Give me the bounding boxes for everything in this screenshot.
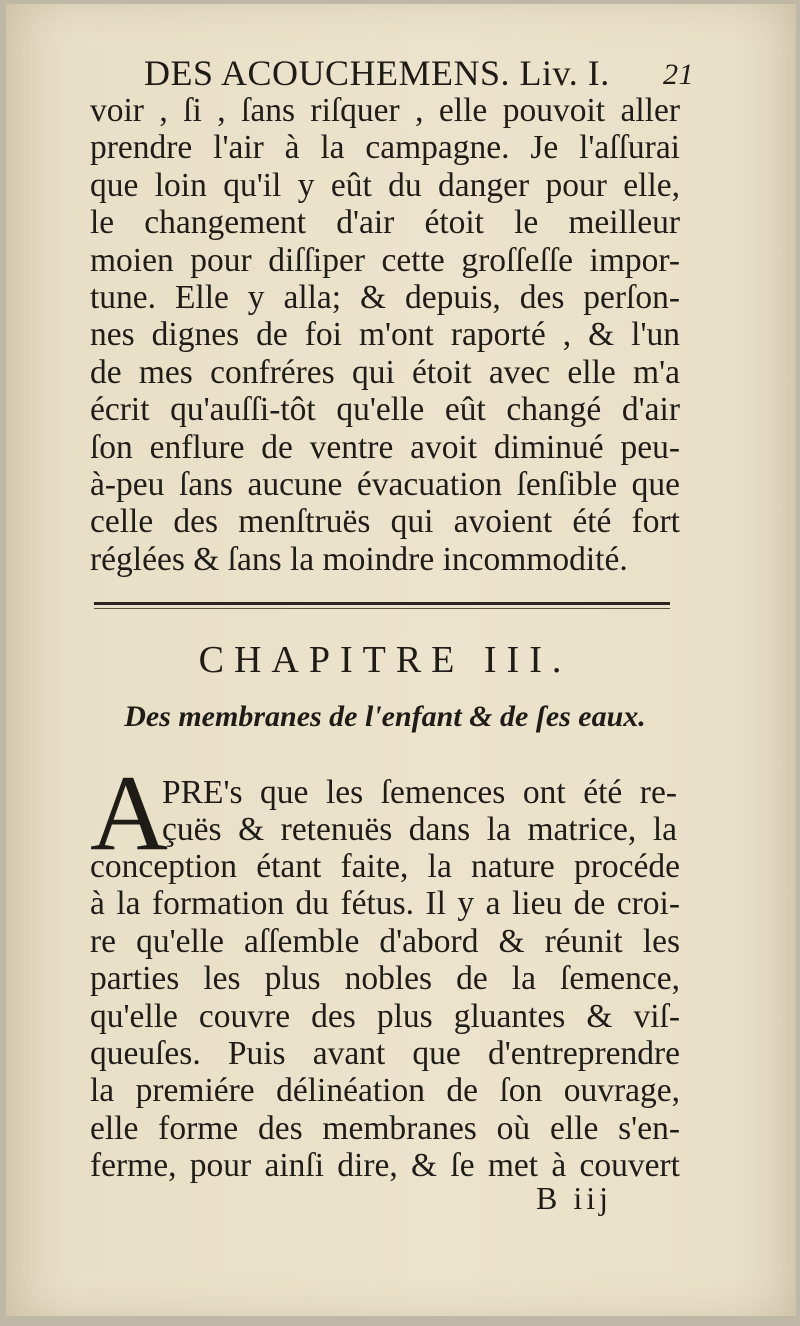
text-line: à-peu ſans aucune évacuation ſenſible que: [90, 465, 680, 503]
text-line: voir , ſi , ſans riſquer , elle pouvoit aller: [90, 92, 680, 129]
text-line: PRE's que les ſemences ont été re-: [162, 774, 677, 811]
chapter-heading: CHAPITRE III.: [198, 639, 572, 681]
text-line: le changement d'air étoit le meilleur: [90, 204, 680, 242]
text-line: re qu'elle aſſemble d'abord & réunit les: [90, 922, 680, 960]
text-line: elle forme des membranes où elle s'en-: [90, 1109, 680, 1147]
running-head-title: DES ACOUCHEMENS. Liv. I.: [144, 53, 610, 93]
chapter-subtitle: Des membranes de l'enfant & de ſes eaux.: [124, 700, 646, 733]
text-line: ſon enflure de ventre avoit diminué peu-: [90, 428, 680, 466]
text-line: nes dignes de foi m'ont raporté , & l'un: [90, 316, 680, 354]
text-line: celle des menſtruës qui avoient été fort: [90, 503, 680, 541]
text-line: à la formation du fétus. Il y a lieu de croi-: [90, 885, 680, 923]
text-line: la premiére délinéation de ſon ouvrage,: [90, 1072, 680, 1110]
text-line: écrit qu'auſſi-tôt qu'elle eût changé d'air: [90, 391, 680, 429]
text-line: ferme, pour ainſi dire, & ſe met à couvert: [90, 1147, 680, 1185]
text-line: çuës & retenuës dans la matrice, la: [162, 811, 677, 849]
signature-mark: B iij: [536, 1180, 613, 1216]
section-divider-fine: [94, 608, 670, 609]
text-line: de mes confréres qui étoit avec elle m'a: [90, 353, 680, 391]
text-line: réglées & ſans la moindre incommodité.: [90, 540, 628, 578]
text-line: prendre l'air à la campagne. Je l'aſſurai: [90, 129, 680, 167]
running-head: [144, 52, 694, 96]
section-divider: [94, 602, 670, 605]
text-line: tune. Elle y alla; & depuis, des perſon-: [90, 278, 680, 316]
paragraph-continuation: [90, 92, 680, 578]
text-line: qu'elle couvre des plus gluantes & viſ-: [90, 997, 680, 1035]
text-line: parties les plus nobles de la ſemence,: [90, 960, 680, 998]
text-line: que loin qu'il y eût du danger pour elle,: [90, 166, 680, 204]
text-line: conception étant faite, la nature procéde: [90, 848, 680, 885]
text-line: queuſes. Puis avant que d'entreprendre: [90, 1034, 680, 1072]
page-number: 21: [663, 58, 694, 91]
paragraph-body: [90, 848, 680, 1185]
drop-cap: A: [90, 754, 168, 873]
paragraph-opening: [162, 774, 677, 849]
text-line: moien pour diſſiper cette groſſeſſe impor-: [90, 241, 680, 279]
book-page: [6, 4, 796, 1316]
